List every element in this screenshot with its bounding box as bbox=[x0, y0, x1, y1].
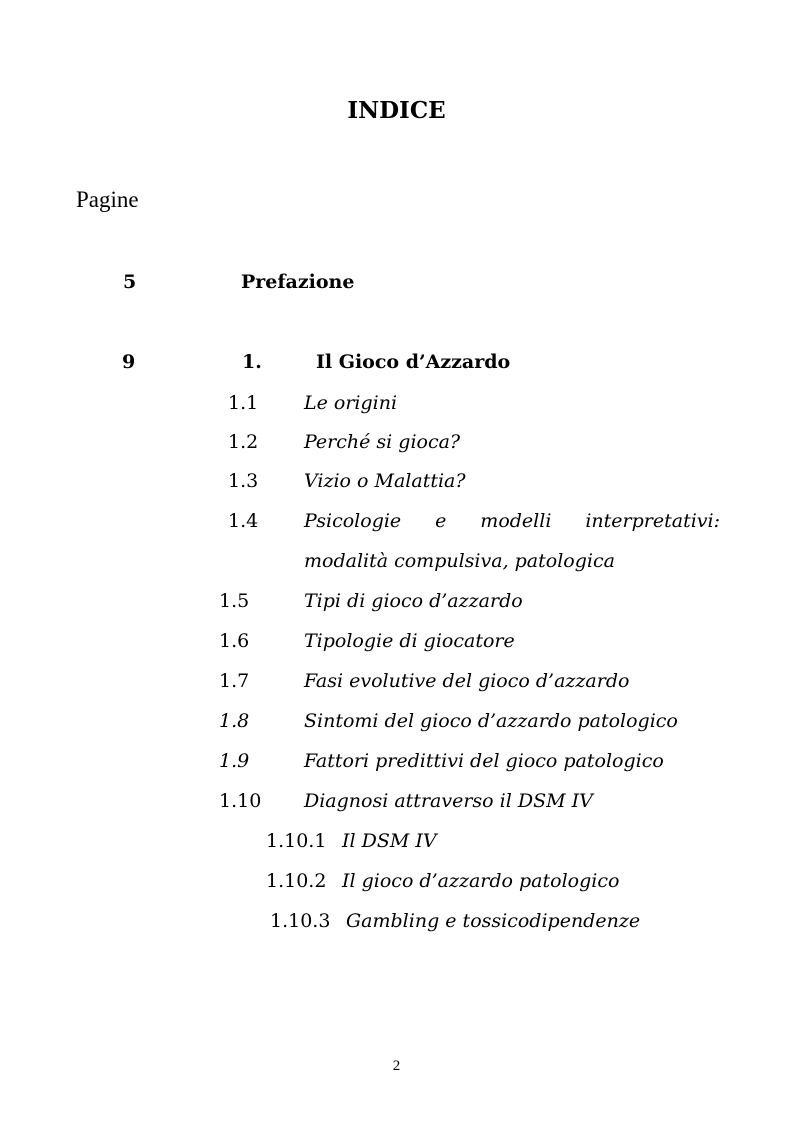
section-title: Vizio o Malattia? bbox=[304, 470, 466, 492]
section-title: Le origini bbox=[304, 392, 398, 414]
section-number: 1.7 bbox=[219, 670, 250, 692]
subsection-title: Il DSM IV bbox=[342, 830, 437, 852]
pages-column-label: Pagine bbox=[76, 187, 139, 212]
preface-title: Prefazione bbox=[241, 271, 355, 293]
section-number: 1.9 bbox=[219, 750, 250, 772]
page-title: INDICE bbox=[347, 97, 446, 124]
section-title-line2: modalità compulsiva, patologica bbox=[304, 550, 615, 572]
section-number: 1.6 bbox=[219, 630, 250, 652]
chapter-title: Il Gioco d’Azzardo bbox=[316, 351, 511, 373]
section-number: 1.3 bbox=[228, 470, 259, 492]
subsection-number: 1.10.3 bbox=[270, 910, 331, 932]
section-title: Fasi evolutive del gioco d’azzardo bbox=[304, 670, 630, 692]
section-number: 1.5 bbox=[219, 590, 250, 612]
section-title: Perché si gioca? bbox=[304, 431, 461, 453]
section-number: 1.4 bbox=[228, 510, 259, 532]
section-title: Tipologie di giocatore bbox=[304, 630, 515, 652]
subsection-number: 1.10.1 bbox=[266, 830, 327, 852]
section-number: 1.1 bbox=[228, 392, 259, 414]
section-title: Diagnosi attraverso il DSM IV bbox=[304, 790, 593, 812]
section-title: Sintomi del gioco d’azzardo patologico bbox=[304, 710, 678, 732]
section-number: 1.10 bbox=[219, 790, 262, 812]
subsection-title: Gambling e tossicodipendenze bbox=[346, 910, 641, 932]
section-number: 1.2 bbox=[228, 431, 259, 453]
preface-page-number: 5 bbox=[123, 271, 137, 293]
section-title: Tipi di gioco d’azzardo bbox=[304, 590, 523, 612]
section-title: Fattori predittivi del gioco patologico bbox=[304, 750, 664, 772]
section-number: 1.8 bbox=[219, 710, 250, 732]
subsection-title: Il gioco d’azzardo patologico bbox=[342, 870, 620, 892]
subsection-number: 1.10.2 bbox=[266, 870, 327, 892]
chapter-page-number: 9 bbox=[122, 351, 136, 373]
chapter-number: 1. bbox=[242, 351, 262, 373]
section-title-line1: Psicologie e modelli interpretativi: bbox=[304, 510, 720, 532]
page-number: 2 bbox=[392, 1058, 401, 1074]
